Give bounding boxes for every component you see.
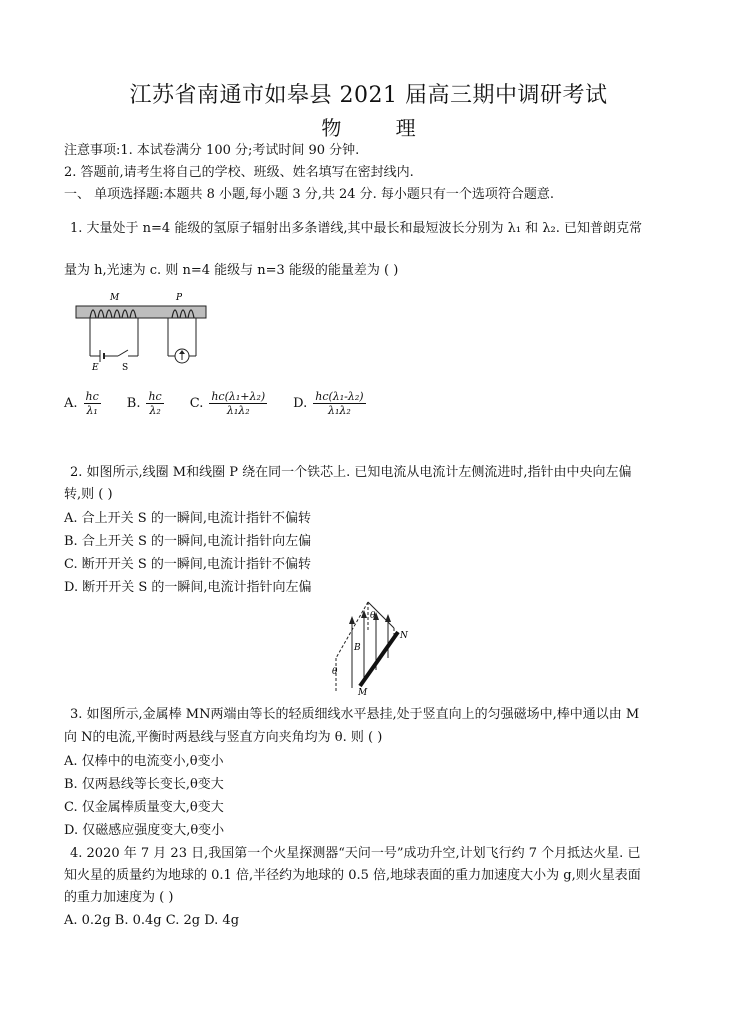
q1-option-d-label: D. (293, 395, 308, 411)
q4-options: A. 0.2g B. 0.4g C. 2g D. 4g (64, 913, 240, 928)
label-n: N (400, 631, 408, 641)
q1-option-a-den: λ₁ (86, 404, 98, 417)
q3-option-c: C. 仅金属棒质量变大,θ变大 (64, 800, 224, 815)
q1-option-c-den: λ₁λ₂ (226, 404, 250, 417)
label-p: P (176, 293, 183, 303)
q1-options (64, 390, 366, 417)
exam-title: 江苏省南通市如皋县 2021 届高三期中调研考试 (129, 83, 608, 108)
q1-option-c-fraction (209, 390, 267, 417)
note-line-1: 注意事项:1. 本试卷满分 100 分;考试时间 90 分钟. (64, 143, 360, 158)
q1-option-d-fraction (313, 390, 365, 417)
q1-option-d-num: hc(λ₁-λ₂) (315, 390, 364, 403)
q1-option-c-num: hc(λ₁+λ₂) (211, 390, 266, 403)
q2-line-1: 2. 如图所示,线圈 M和线圈 P 绕在同一个铁芯上. 已知电流从电流计左侧流进时,指针由中央向左偏 (70, 465, 632, 480)
galvanometer-icon (179, 350, 185, 360)
q1-line-2: 量为 h,光速为 c. 则 n=4 能级与 n=3 能级的能量差为 ( ) (64, 263, 399, 278)
q2-option-c: C. 断开开关 S 的一瞬间,电流计指针不偏转 (64, 557, 312, 572)
coil-circuit-figure (72, 288, 212, 376)
label-theta-bottom: θ (332, 667, 338, 677)
label-m: M (110, 293, 120, 303)
q1-option-a-num: hc (85, 390, 99, 403)
label-theta-top: θ (370, 611, 376, 621)
note-line-2: 2. 答题前,请考生将自己的学校、班级、姓名填写在密封线内. (64, 165, 414, 180)
q4-line-2: 知火星的质量约为地球的 0.1 倍,半径约为地球的 0.5 倍,地球表面的重力加速度大小为 g,则火星表面 (64, 868, 641, 883)
label-e: E (92, 363, 99, 373)
q1-line-1: 1. 大量处于 n=4 能级的氢原子辐射出多条谱线,其中最长和最短波长分别为 λ₁ 和 λ₂. 已知普朗克常 (70, 221, 643, 236)
q4-line-1: 4. 2020 年 7 月 23 日,我国第一个火星探测器“天问一号”成功升空,计划飞行约 7 个月抵达火星. 已 (70, 846, 641, 861)
section-heading: 一、 单项选择题:本题共 8 小题,每小题 3 分,共 24 分. 每小题只有一个选项符合题意. (64, 187, 555, 202)
q2-option-b: B. 合上开关 S 的一瞬间,电流计指针向左偏 (64, 534, 312, 549)
q2-option-d: D. 断开开关 S 的一瞬间,电流计指针向左偏 (64, 580, 312, 595)
q3-line-2: 向 N的电流,平衡时两悬线与竖直方向夹角均为 θ. 则 ( ) (64, 730, 383, 745)
metal-rod (360, 632, 398, 686)
q1-option-d-den: λ₁λ₂ (328, 404, 351, 417)
rod-magnetic-field-figure (328, 600, 418, 696)
q1-option-c-label: C. (189, 395, 204, 411)
q3-option-a: A. 仅棒中的电流变小,θ变小 (64, 754, 224, 769)
q4-line-3: 的重力加速度为 ( ) (64, 890, 174, 905)
subject-title: 物 理 (321, 116, 416, 140)
q2-option-a: A. 合上开关 S 的一瞬间,电流计指针不偏转 (64, 511, 311, 526)
q3-option-b: B. 仅两悬线等长变长,θ变大 (64, 777, 224, 792)
q3-line-1: 3. 如图所示,金属棒 MN两端由等长的轻质细线水平悬挂,处于竖直向上的匀强磁场中,棒中通以由 M (70, 707, 640, 722)
left-circuit (90, 318, 138, 362)
q1-option-b-fraction (146, 390, 163, 417)
q3-option-d: D. 仅磁感应强度变大,θ变小 (64, 823, 225, 838)
q1-option-a-label: A. (64, 395, 78, 411)
label-m: M (358, 688, 368, 696)
q1-option-a-fraction (84, 390, 101, 417)
q1-option-b-den: λ₂ (149, 404, 161, 417)
q1-option-b-num: hc (148, 390, 162, 403)
q1-option-b-label: B. (126, 395, 141, 411)
label-s: S (122, 363, 129, 373)
label-b: B (354, 643, 361, 653)
q2-line-2: 转,则 ( ) (64, 487, 113, 502)
